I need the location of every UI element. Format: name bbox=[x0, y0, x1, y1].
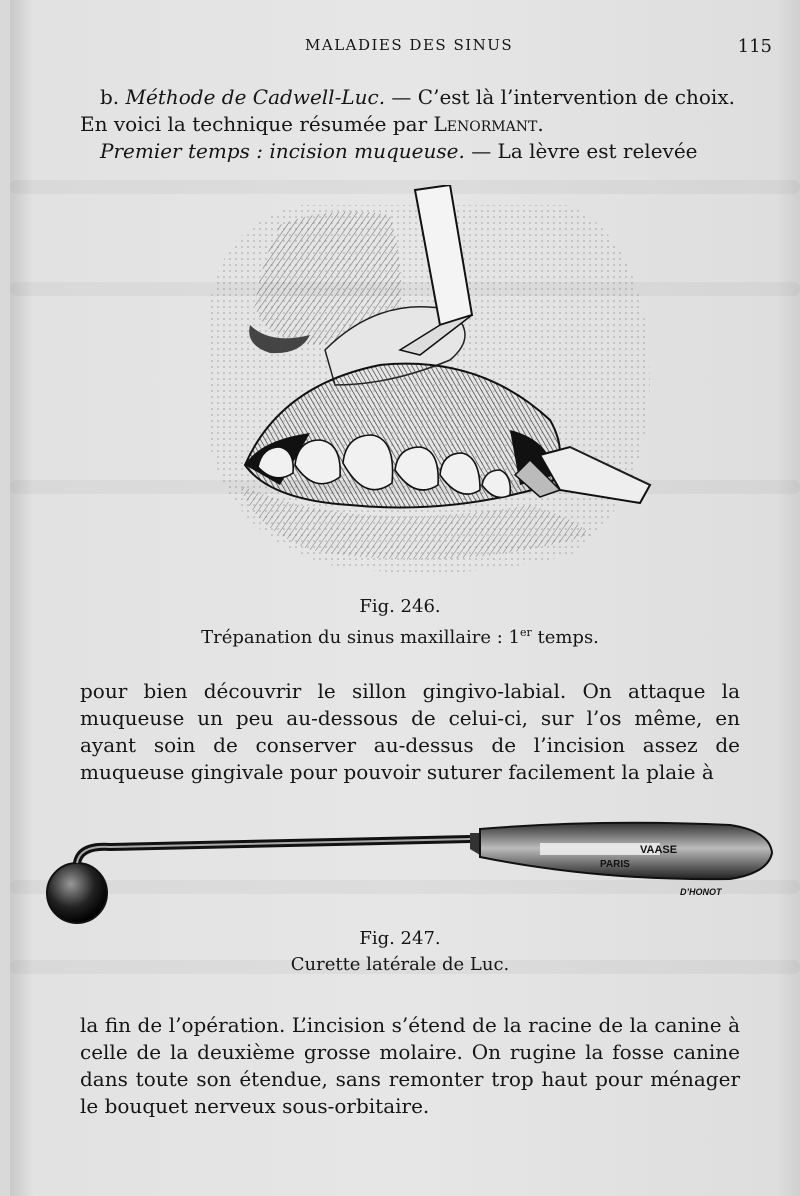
technique-text: En voici la technique résumée par bbox=[80, 112, 434, 136]
figure-246-title-text: Trépanation du sinus maxillaire : 1 bbox=[201, 627, 520, 648]
method-line bbox=[80, 84, 740, 111]
step-line bbox=[80, 138, 740, 165]
body-paragraph-3 bbox=[80, 1012, 740, 1120]
figure-247-title: Curette latérale de Luc. bbox=[290, 954, 510, 975]
figure-246-title bbox=[0, 620, 800, 651]
handle-city: PARIS bbox=[600, 859, 630, 870]
step-rest: — La lèvre est relevée bbox=[464, 139, 698, 163]
technique-end: . bbox=[537, 112, 544, 136]
step-title: Premier temps : incision muqueuse. bbox=[100, 139, 465, 163]
method-title: Méthode de Cadwell-Luc. bbox=[125, 85, 386, 109]
intro-paragraph bbox=[80, 84, 740, 165]
paragraph-2-text: pour bien découvrir le sillon gingivo-labial. On attaque la muqueuse un peu au-dessous de celui-ci, sur l’os même, en ayant soin de conserver au-dessus de l’incision assez de muqueuse gingivale pour pouvoir suturer facilement la plaie à bbox=[80, 679, 740, 784]
figure-246-superscript: er bbox=[519, 626, 532, 639]
paragraph-3-text: la fin de l’opération. L’incision s’étend de la racine de la canine à celle de la deuxième grosse molaire. On rugine la fosse canine dans toute son étendue, sans remonter trop haut pour ménager le bouquet nerveux sous-orbitaire. bbox=[80, 1013, 740, 1118]
figure-246-illustration bbox=[150, 185, 670, 590]
method-label: b. bbox=[100, 85, 126, 109]
figure-247-illustration bbox=[40, 815, 780, 930]
body-paragraph-2 bbox=[80, 678, 740, 786]
technique-line bbox=[80, 111, 740, 138]
figure-246-number: Fig. 246. bbox=[359, 596, 441, 617]
page-header bbox=[0, 36, 800, 62]
figure-247-number: Fig. 247. bbox=[359, 928, 441, 949]
author-name: Lenormant bbox=[433, 112, 538, 136]
figure-246-title-end: temps. bbox=[531, 627, 599, 648]
figure-247-caption bbox=[0, 926, 800, 978]
method-rest: — C’est là l’intervention de choix. bbox=[385, 85, 735, 109]
running-title: MALADIES DES SINUS bbox=[305, 36, 514, 54]
page-number: 115 bbox=[737, 36, 772, 57]
handle-brand: VAASE bbox=[640, 844, 678, 856]
curette-ball-icon bbox=[47, 863, 107, 923]
figure-246-caption bbox=[0, 594, 800, 651]
handle-mark: D’HONOT bbox=[680, 887, 722, 897]
